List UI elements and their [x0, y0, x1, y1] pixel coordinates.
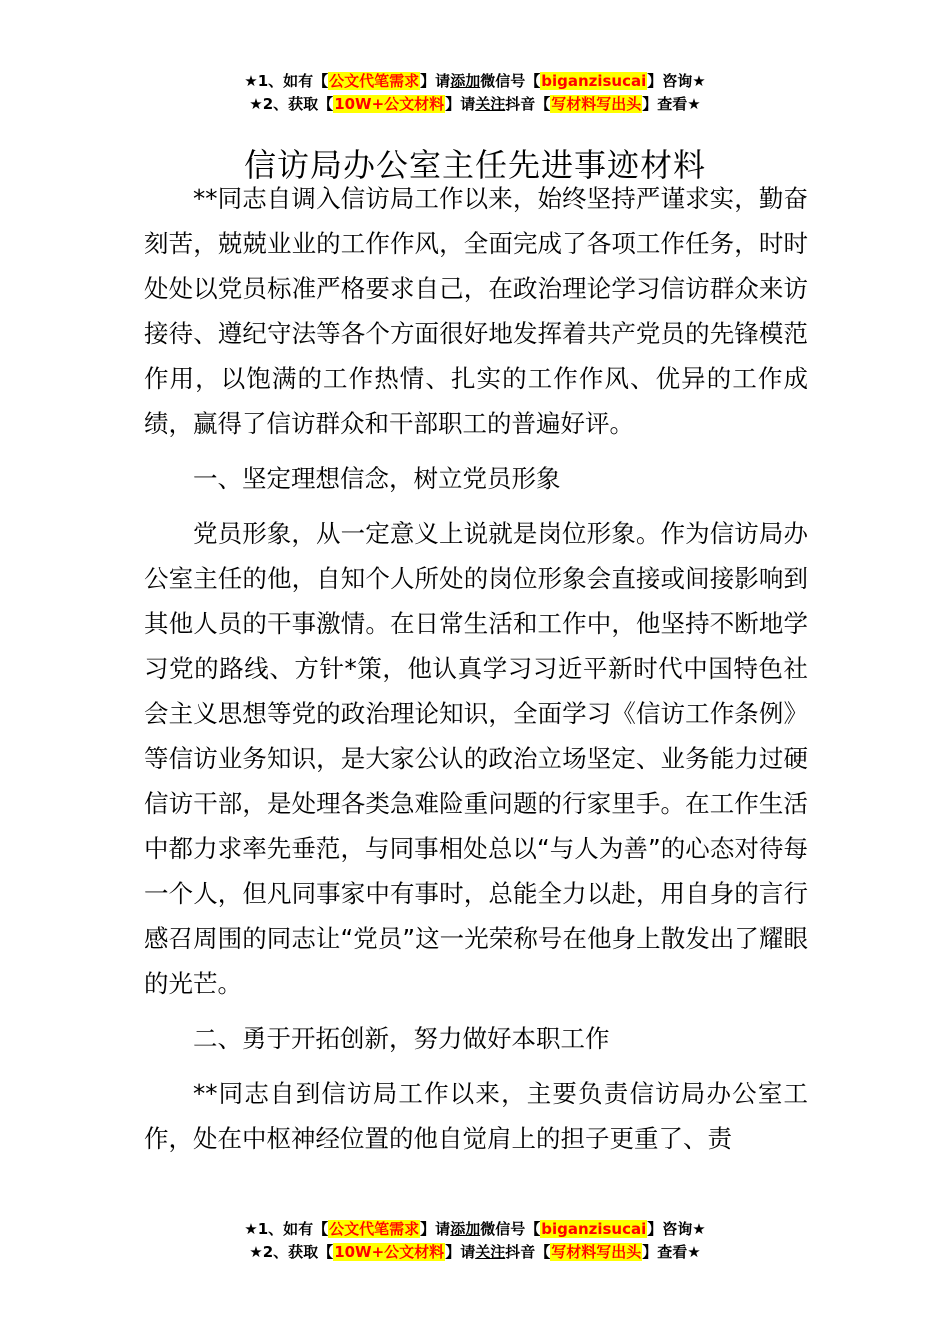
footer-banner [0, 1218, 950, 1264]
banner-text: ★1、如有【 [244, 72, 329, 90]
paragraph-section-1: 党员形象，从一定意义上说就是岗位形象。作为信访局办公室主任的他，自知个人所处的岗位形象会直接或间接影响到其他人员的干事激情。在日常生活和工作中，他坚持不断地学习党的路线、方针*策，他认真学习习近平新时代中国特色社会主义思想等党的政治理论知识，全面学习《信访工作条例》等信访业务知识，是大家公认的政治立场坚定、业务能力过硬信访干部，是处理各类急难险重问题的行家里手。在工作生活中都力求率先垂范，与同事相处总以“与人为善”的心态对待每一个人，但凡同事家中有事时，总能全力以赴，用自身的言行感召周围的同志让“党员”这一光荣称号在他身上散发出了耀眼的光芒。 [144, 519, 808, 998]
banner-text: ★2、获取【 [249, 1243, 334, 1261]
banner-highlight: 10W+公文材料 [334, 1243, 445, 1261]
banner-highlight: 公文代笔需求 [329, 1220, 420, 1238]
section-heading-1: 一、坚定理想信念，树立党员形象 [193, 464, 561, 493]
paragraph-intro: **同志自调入信访局工作以来，始终坚持严谨求实，勤奋刻苦，兢兢业业的工作作风，全面完成了各项工作任务，时时处处以党员标准严格要求自己，在政治理论学习信访群众来访接待、遵纪守法等各个方面很好地发挥着共产党员的先锋模范作用，以饱满的工作热情、扎实的工作作风、优异的工作成绩，赢得了信访群众和干部职工的普遍好评。 [144, 184, 808, 438]
banner-underlined-text: 关注 [475, 95, 506, 113]
banner-text: 】请 [445, 1243, 476, 1261]
section-heading-2: 二、勇于开拓创新，努力做好本职工作 [193, 1024, 610, 1053]
banner-text: 】咨询★ [647, 1220, 706, 1238]
banner-underlined-text: 添加 [450, 1220, 481, 1238]
banner-text: 】查看★ [642, 95, 701, 113]
banner-text: ★2、获取【 [249, 95, 334, 113]
banner-text: 】请 [445, 95, 476, 113]
banner-text: 】咨询★ [647, 72, 706, 90]
banner-line-1 [0, 70, 950, 93]
banner-text: 】请 [420, 1220, 451, 1238]
banner-text: 】请 [420, 72, 451, 90]
banner-underlined-text: 添加 [450, 72, 481, 90]
banner-highlight: biganzisucai [541, 72, 647, 90]
paragraph-section-2: **同志自到信访局工作以来，主要负责信访局办公室工作，处在中枢神经位置的他自觉肩上的担子更重了、责 [144, 1079, 808, 1153]
banner-text: 微信号【 [480, 72, 541, 90]
banner-text: 抖音【 [505, 1243, 551, 1261]
banner-highlight: biganzisucai [541, 1220, 647, 1238]
banner-line-1 [0, 1218, 950, 1241]
document-title: 信访局办公室主任先进事迹材料 [243, 146, 706, 185]
header-banner [0, 70, 950, 116]
banner-text: 抖音【 [505, 95, 551, 113]
document-body [144, 176, 808, 1171]
banner-highlight: 10W+公文材料 [334, 95, 445, 113]
banner-text: 微信号【 [480, 1220, 541, 1238]
banner-line-2 [0, 1241, 950, 1264]
banner-highlight: 公文代笔需求 [329, 72, 420, 90]
banner-underlined-text: 关注 [475, 1243, 506, 1261]
banner-text: ★1、如有【 [244, 1220, 329, 1238]
banner-highlight: 写材料写出头 [551, 1243, 642, 1261]
banner-text: 】查看★ [642, 1243, 701, 1261]
banner-highlight: 写材料写出头 [551, 95, 642, 113]
banner-line-2 [0, 93, 950, 116]
